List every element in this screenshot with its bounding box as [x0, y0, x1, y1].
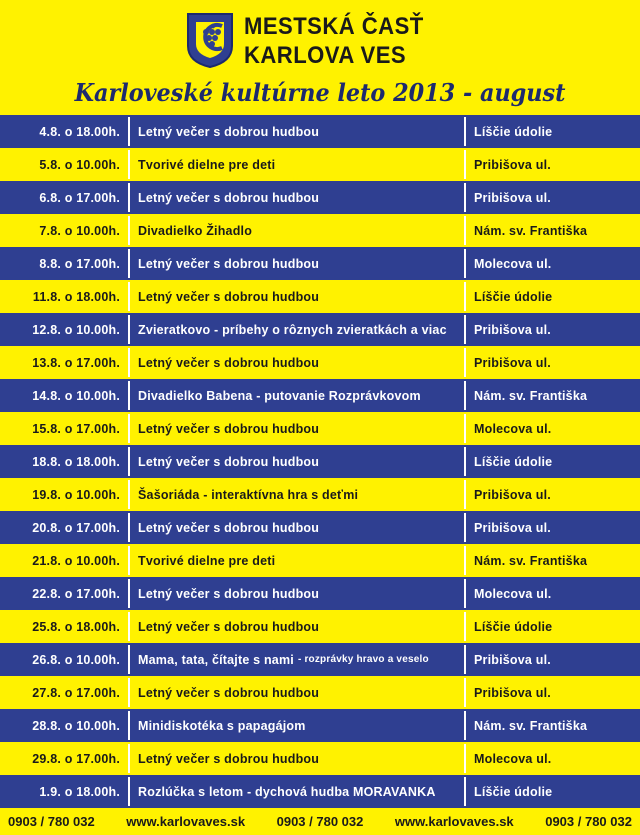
event-date: 14.8. o 10.00h.: [32, 388, 120, 403]
event-date: 5.8. o 10.00h.: [39, 157, 120, 172]
event-title: Divadielko Babena - putovanie Rozprávkovom: [138, 388, 421, 403]
event-title: Mama, tata, čítajte s nami: [138, 652, 294, 667]
schedule-row: [0, 148, 640, 181]
event-date: 25.8. o 18.00h.: [32, 619, 120, 634]
event-title: Letný večer s dobrou hudbou: [138, 619, 320, 634]
event-place: Pribišova ul.: [474, 355, 551, 370]
event-date: 15.8. o 17.00h.: [32, 421, 120, 436]
event-title-cell: [128, 744, 466, 773]
event-place: Líščie údolie: [474, 619, 553, 634]
event-place: Pribišova ul.: [474, 190, 551, 205]
event-title-cell: [128, 711, 466, 740]
event-title-cell: [128, 546, 466, 575]
event-date: 19.8. o 10.00h.: [32, 487, 120, 502]
schedule-row: [0, 115, 640, 148]
event-title-cell: [128, 348, 466, 377]
event-title: Letný večer s dobrou hudbou: [138, 685, 320, 700]
event-date: 11.8. o 18.00h.: [32, 289, 120, 304]
event-date: 20.8. o 17.00h.: [32, 520, 120, 535]
schedule-row: [0, 511, 640, 544]
event-title: Letný večer s dobrou hudbou: [138, 520, 320, 535]
schedule-row: [0, 643, 640, 676]
grape-shield-icon: [186, 12, 234, 68]
event-date: 22.8. o 17.00h.: [32, 586, 120, 601]
event-date: 12.8. o 10.00h.: [32, 322, 120, 337]
event-title-cell: [128, 579, 466, 608]
schedule-row: [0, 676, 640, 709]
event-place: Pribišova ul.: [474, 322, 551, 337]
event-title-cell: [128, 480, 466, 509]
event-title: Letný večer s dobrou hudbou: [138, 355, 320, 370]
event-title: Letný večer s dobrou hudbou: [138, 586, 320, 601]
event-place: Pribišova ul.: [474, 652, 551, 667]
schedule-row: [0, 247, 640, 280]
footer-phone-2: 0903 / 780 032: [276, 814, 364, 829]
schedule-row: [0, 709, 640, 742]
event-title-cell: [128, 249, 466, 278]
event-place: Molecova ul.: [474, 421, 552, 436]
event-title-cell: [128, 513, 466, 542]
event-title: Letný večer s dobrou hudbou: [138, 751, 320, 766]
event-title-cell: [128, 117, 466, 146]
event-title-cell: [128, 381, 466, 410]
event-date: 26.8. o 10.00h.: [32, 652, 120, 667]
event-date: 29.8. o 17.00h.: [32, 751, 120, 766]
event-title-cell: [128, 150, 466, 179]
event-place: Líščie údolie: [474, 784, 553, 799]
event-place: Líščie údolie: [474, 454, 553, 469]
schedule-row: [0, 412, 640, 445]
event-date: 27.8. o 17.00h.: [32, 685, 120, 700]
footer-website-2[interactable]: www.karlovaves.sk: [394, 814, 514, 829]
schedule-row: [0, 775, 640, 808]
event-date: 8.8. o 17.00h.: [39, 256, 120, 271]
schedule-row: [0, 181, 640, 214]
event-title-cell: [128, 414, 466, 443]
event-place: Molecova ul.: [474, 256, 552, 271]
event-title-cell: [128, 645, 466, 674]
schedule-row: [0, 742, 640, 775]
event-title: Letný večer s dobrou hudbou: [138, 256, 320, 271]
schedule-row: [0, 346, 640, 379]
event-place: Pribišova ul.: [474, 157, 551, 172]
event-title: Tvorivé dielne pre deti: [138, 553, 276, 568]
schedule-row: [0, 544, 640, 577]
footer-phone-1: 0903 / 780 032: [8, 814, 95, 829]
event-date: 28.8. o 10.00h.: [32, 718, 120, 733]
organization-line-2: KARLOVA VES: [244, 42, 407, 69]
schedule-row: [0, 280, 640, 313]
event-title: Rozlúčka s letom - dychová hudba MORAVANKA: [138, 784, 436, 799]
event-title: Letný večer s dobrou hudbou: [138, 454, 320, 469]
event-title: Zvieratkovo - príbehy o rôznych zvieratkách a viac: [138, 322, 447, 337]
event-date: 1.9. o 18.00h.: [39, 784, 120, 799]
event-place: Nám. sv. Františka: [474, 553, 588, 568]
event-title-cell: [128, 777, 466, 806]
event-schedule: [0, 115, 640, 808]
poster-footer: [0, 808, 640, 835]
event-title-cell: [128, 282, 466, 311]
event-place: Molecova ul.: [474, 751, 552, 766]
event-title-cell: [128, 678, 466, 707]
event-place: Nám. sv. Františka: [474, 718, 588, 733]
footer-website-1[interactable]: www.karlovaves.sk: [126, 814, 246, 829]
event-title-cell: [128, 216, 466, 245]
event-date: 21.8. o 10.00h.: [32, 553, 120, 568]
schedule-row: [0, 610, 640, 643]
schedule-row: [0, 379, 640, 412]
schedule-row: [0, 313, 640, 346]
event-title: Tvorivé dielne pre deti: [138, 157, 276, 172]
event-title-cell: [128, 315, 466, 344]
poster-header: [0, 0, 640, 115]
event-title: Divadielko Žihadlo: [138, 223, 253, 238]
organization-name: [244, 12, 424, 70]
event-place: Molecova ul.: [474, 586, 552, 601]
event-place: Pribišova ul.: [474, 520, 551, 535]
event-place: Líščie údolie: [474, 124, 553, 139]
event-date: 18.8. o 18.00h.: [32, 454, 120, 469]
schedule-row: [0, 214, 640, 247]
event-title-cell: [128, 183, 466, 212]
event-title-cell: [128, 447, 466, 476]
event-place: Pribišova ul.: [474, 685, 551, 700]
event-date: 7.8. o 10.00h.: [39, 223, 120, 238]
footer-phone-3: 0903 / 780 032: [545, 814, 632, 829]
schedule-row: [0, 445, 640, 478]
event-title: Letný večer s dobrou hudbou: [138, 190, 320, 205]
event-place: Pribišova ul.: [474, 487, 551, 502]
event-place: Nám. sv. Františka: [474, 223, 588, 238]
event-title: Letný večer s dobrou hudbou: [138, 289, 320, 304]
event-date: 13.8. o 17.00h.: [32, 355, 120, 370]
event-title: Šašoriáda - interaktívna hra s deťmi: [138, 487, 359, 502]
schedule-row: [0, 577, 640, 610]
event-title: Minidiskotéka s papagájom: [138, 718, 306, 733]
event-title: Letný večer s dobrou hudbou: [138, 124, 320, 139]
event-place: Nám. sv. Františka: [474, 388, 588, 403]
organization-line-1: MESTSKÁ ČASŤ: [244, 13, 424, 40]
event-place: Líščie údolie: [474, 289, 553, 304]
event-title: Letný večer s dobrou hudbou: [138, 421, 320, 436]
event-date: 6.8. o 17.00h.: [39, 190, 120, 205]
schedule-row: [0, 478, 640, 511]
event-date: 4.8. o 18.00h.: [39, 124, 120, 139]
poster-title: Karloveské kultúrne leto 2013 - august: [74, 78, 566, 107]
event-note: - rozprávky hravo a veselo: [297, 654, 429, 665]
event-title-cell: [128, 612, 466, 641]
